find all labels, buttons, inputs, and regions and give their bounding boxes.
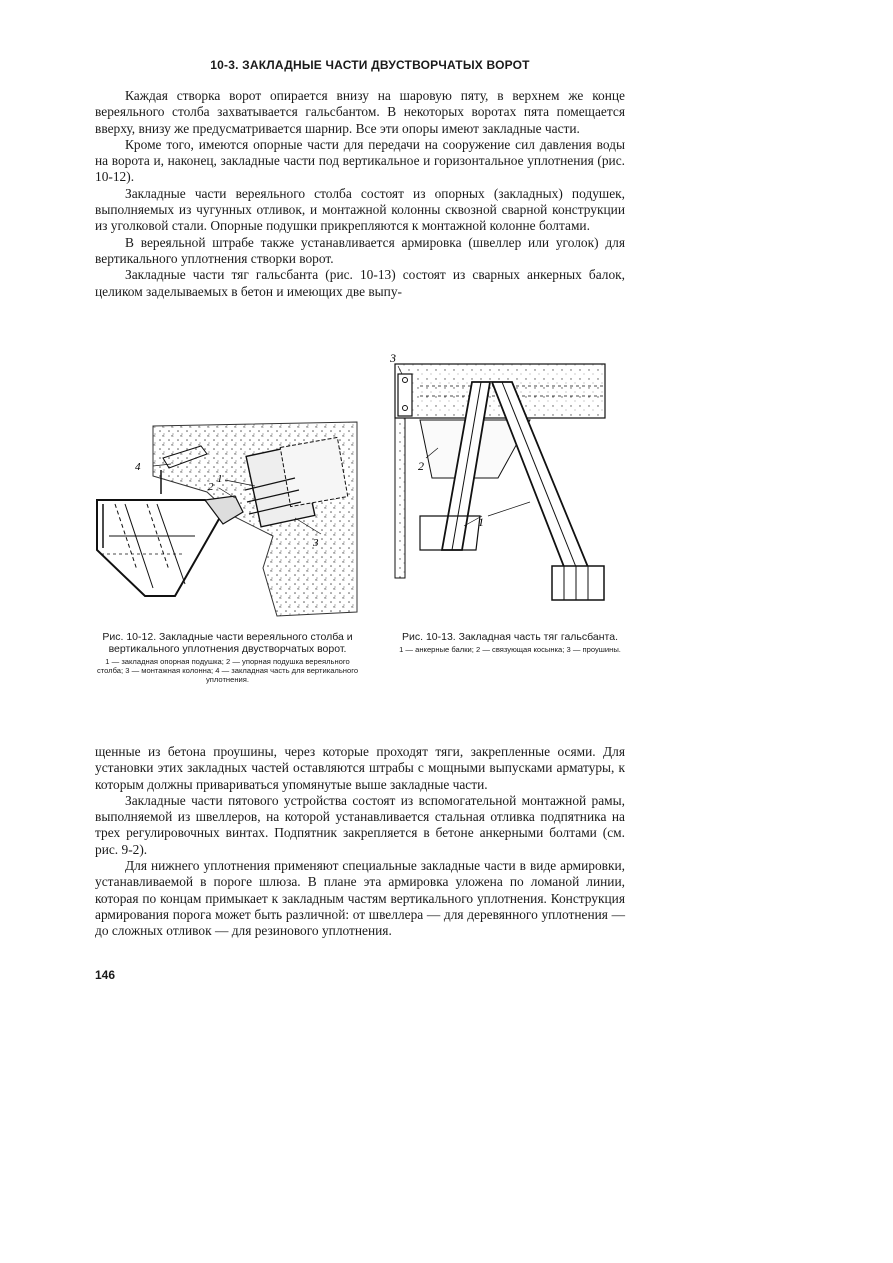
figure-label: 2 — [208, 481, 214, 493]
caption-legend: 1 — закладная опорная подушка; 2 — упорная подушка вереяльного столба; 3 — монтажная колонна; 4 — закладная часть для вертикального уплотнения. — [96, 657, 359, 684]
paragraph: В вереяльной штрабе также устанавливается армировка (швеллер или уголок) для вертикального уплотнения створки ворот. — [95, 234, 625, 266]
section-heading: 10-3. ЗАКЛАДНЫЕ ЧАСТИ ДВУСТВОРЧАТЫХ ВОРОТ — [210, 58, 530, 72]
figure-10-12-caption — [95, 631, 360, 684]
gate-leaf — [97, 500, 223, 596]
caption-legend: 1 — анкерные балки; 2 — связующая косынка; 3 — проушины. — [399, 645, 621, 654]
paragraph: Для нижнего уплотнения применяют специальные закладные части в виде армировки, устанавливаемой в пороге шлюза. В плане эта армировка уложена по ломаной линии, которая по концам примыкает к закладным частям вертикального уплотнения. Конструкция армирования порога может быть различной: от швеллера — для деревянного уплотнения — до сложных отливок — для резинового уплотнения. — [95, 858, 625, 939]
paragraph: Закладные части тяг гальсбанта (рис. 10-13) состоят из сварных анкерных балок, целиком заделываемых в бетон и имеющих две выпу- — [95, 267, 625, 299]
figure-label: 3 — [313, 537, 319, 549]
paragraph: Закладные части вереяльного столба состоят из опорных (закладных) подушек, выполняемых из чугунных отливок, и монтажной колонны сквозной сварной конструкции из уголковой стали. Опорные подушки прикрепляются к монтажной колонне болтами. — [95, 185, 625, 234]
paragraph: Кроме того, имеются опорные части для передачи на сооружение сил давления воды на ворота и, наконец, закладные части под вертикальное и горизонтальное уплотнения (рис. 10-12). — [95, 136, 625, 185]
paragraph: Закладные части пятового устройства состоят из вспомогательной монтажной рамы, выполняемой из швеллеров, на которой устанавливается стальная отливка подпятника на трех регулировочных винтах. Подпятник закрепляется в бетоне анкерными болтами (см. рис. 9-2). — [95, 792, 625, 857]
figure-label: 4 — [135, 461, 141, 473]
figure-label: 1 — [478, 515, 484, 529]
paragraph: Каждая створка ворот опирается внизу на шаровую пяту, в верхнем же конце вереяльного столба захватывается гальсбантом. В некоторых воротах пята помещается вверху, внизу же предусматривается шарнир. Все эти опоры имеют закладные части. — [95, 88, 625, 136]
figure-10-13-caption — [395, 631, 625, 654]
eyes-part — [398, 374, 412, 416]
caption-title: Рис. 10-13. Закладная часть тяг гальсбанта. — [401, 631, 618, 643]
figure-label: 3 — [390, 351, 396, 365]
caption-title: Рис. 10-12. Закладные части вереяльного столба и вертикального уплотнения двустворчатых ворот. — [102, 631, 353, 655]
figure-label: 2 — [418, 459, 424, 473]
figure-label: 1 — [217, 473, 223, 485]
figure-10-13-drawing — [380, 350, 625, 625]
body-text-top — [95, 88, 625, 300]
body-text-bottom — [95, 744, 625, 940]
paragraph: щенные из бетона проушины, через которые проходят тяги, закрепленные осями. Для установки этих закладных частей оставляются штрабы с мощными выпусками арматуры, к которым должны привариваться упомянутые выше закладные части. — [95, 744, 625, 792]
page-number: 146 — [95, 968, 116, 982]
figure-10-12-drawing — [95, 420, 363, 630]
